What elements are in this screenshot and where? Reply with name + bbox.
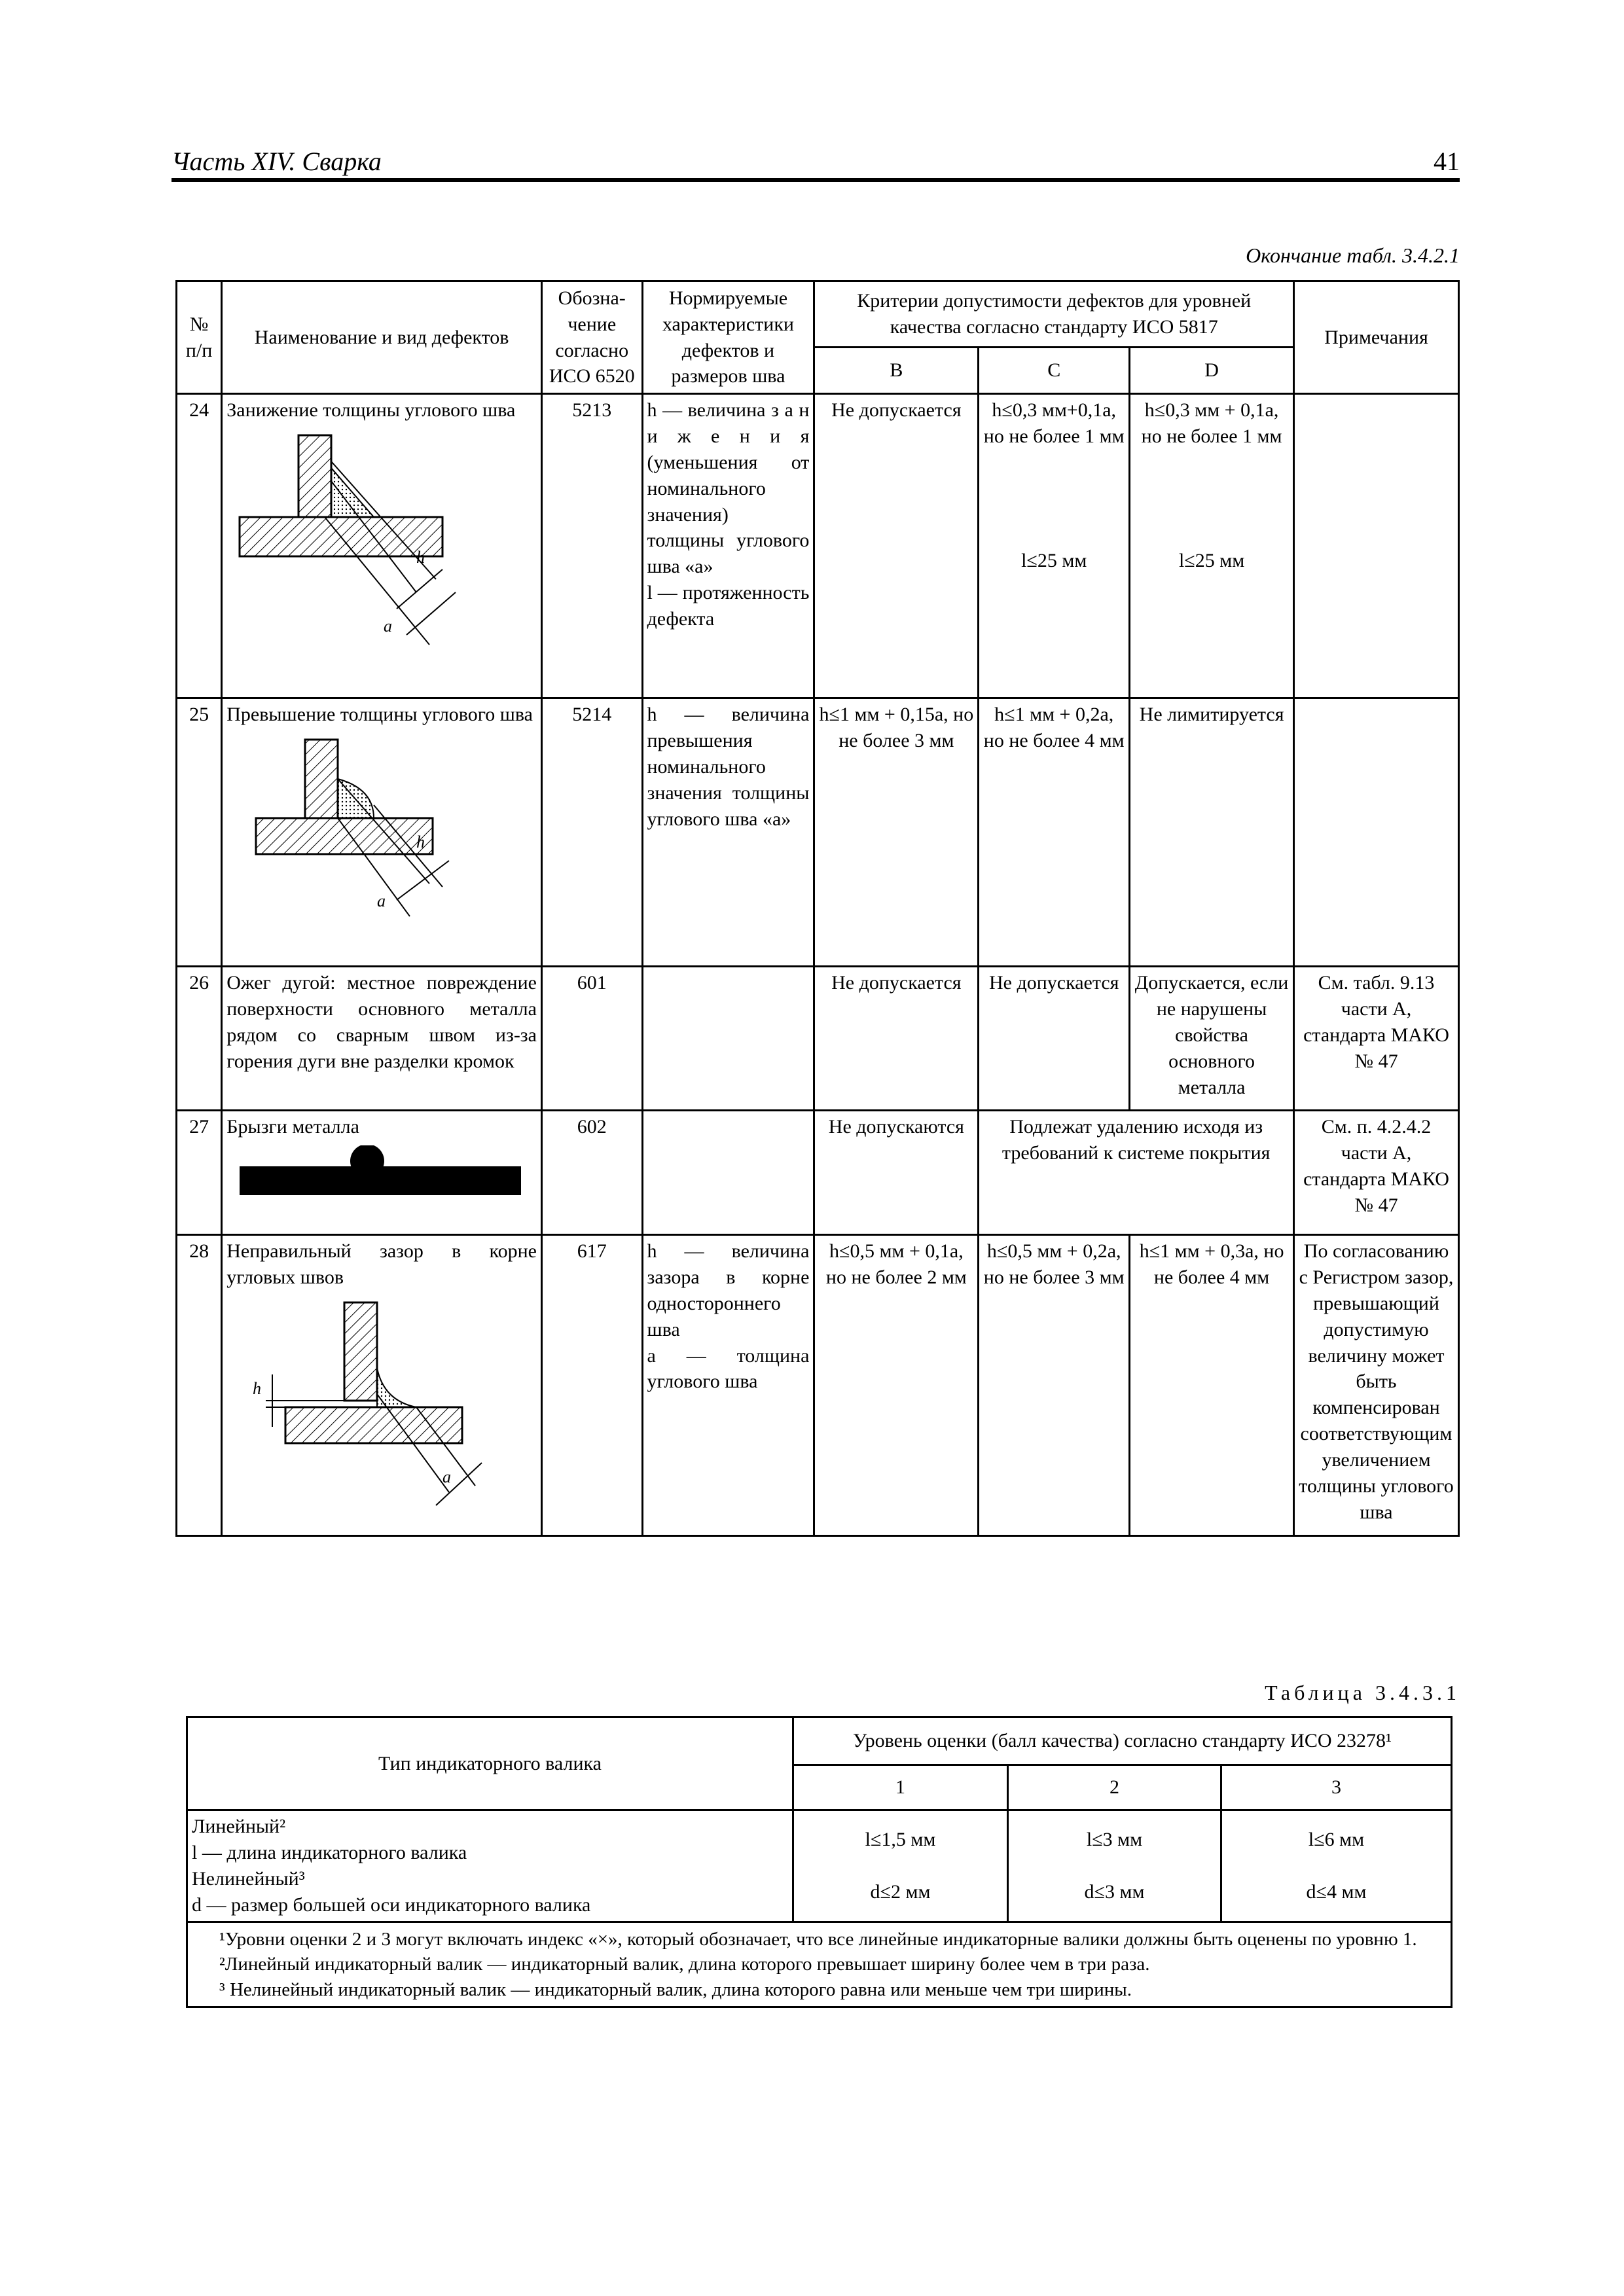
row-name: Брызги металла — [226, 1116, 359, 1138]
page-number: 41 — [1434, 147, 1460, 176]
indicator-bead-table — [186, 1716, 1453, 2008]
row-name: Неправильный зазор в корне угловых швов — [226, 1240, 537, 1288]
row-level-b: h≤0,5 мм + 0,1a, но не более 2 мм — [814, 1235, 979, 1536]
label-h: h — [416, 832, 425, 852]
row-level-c: Не допускается — [979, 967, 1130, 1111]
values-level-1: l≤1,5 мм d≤2 мм — [793, 1810, 1008, 1922]
row-name: Ожег дугой: местное повреждение поверхности основного металла рядом со сварным швом из-за горения дуги вне разделки кромок — [222, 967, 542, 1111]
table-row — [177, 967, 1459, 1111]
row-num: 28 — [177, 1235, 222, 1536]
footnotes — [187, 1922, 1452, 2007]
footnote-2: ²Линейный индикаторный валик — индикаторный валик, длина которого превышает ширину более чем в три раза. — [219, 1954, 1150, 1975]
row-level-b: Не допускается — [814, 967, 979, 1111]
running-title: Часть XIV. Сварка — [171, 147, 382, 176]
row-level-b: h≤1 мм + 0,15a, но не более 3 мм — [814, 698, 979, 967]
table2-caption: Таблица 3.4.3.1 — [1265, 1681, 1460, 1704]
row-level-c: h≤1 мм + 0,2a, но не более 4 мм — [979, 698, 1130, 967]
page-header — [171, 143, 1460, 182]
header-bead-type: Тип индикаторного валика — [187, 1717, 793, 1810]
header-designation: Обозна-чение согласно ИСО 6520 — [541, 281, 642, 394]
row-num: 26 — [177, 967, 222, 1111]
spatter-figure — [226, 1145, 528, 1198]
footnote-1: ¹Уровни оценки 2 и 3 могут включать индекс «×», который обозначает, что все линейные индикаторные валики должны быть оценены по уровню 1. — [219, 1928, 1417, 1950]
row-level-c: h≤0,5 мм + 0,2a, но не более 3 мм — [979, 1235, 1130, 1536]
row-characteristics: h — величина превышения номинального значения толщины углового шва «a» — [642, 698, 814, 967]
header-rule — [171, 178, 1460, 182]
row-level-b: Не допускается — [814, 394, 979, 698]
footnote-3: ³ Нелинейный индикаторный валик — индикаторный валик, длина которого равна или меньше чем три ширины. — [219, 1979, 1132, 2000]
values-level-3: l≤6 мм d≤4 мм — [1221, 1810, 1452, 1922]
row-code: 617 — [541, 1235, 642, 1536]
table-row — [177, 1111, 1459, 1235]
row-characteristics: h — величина з а н и ж е н и я (уменьшения от номинального значения) толщины углового шва «a» l — протяженность дефекта — [642, 394, 814, 698]
header-evaluation-level: Уровень оценки (балл качества) согласно стандарту ИСО 23278¹ — [793, 1717, 1452, 1765]
level-3: 3 — [1221, 1765, 1452, 1810]
row-note: По согласованию с Регистром зазор, превышающий допустимую величину может быть компенсирован соответствующим увеличением толщины углового шва — [1294, 1235, 1459, 1536]
table-row — [177, 1235, 1459, 1536]
row-level-cd: Подлежат удалению исходя из требований к системе покрытия — [979, 1111, 1294, 1235]
row-level-d: Не лимитируется — [1130, 698, 1294, 967]
table-continuation-label: Окончание табл. 3.4.2.1 — [1246, 243, 1460, 267]
table-row — [177, 698, 1459, 967]
values-level-2: l≤3 мм d≤3 мм — [1008, 1810, 1221, 1922]
row-name: Превышение толщины углового шва — [226, 704, 533, 725]
row-level-d: h≤0,3 мм + 0,1a, но не более 1 мм l≤25 мм — [1130, 394, 1294, 698]
row-characteristics — [642, 967, 814, 1111]
row-characteristics: h — величина зазора в корне одностороннего шва a — толщина углового шва — [642, 1235, 814, 1536]
row-note — [1294, 698, 1459, 967]
root-gap-figure — [226, 1296, 514, 1512]
label-h: h — [253, 1378, 262, 1398]
table-row — [177, 394, 1459, 698]
label-a: a — [384, 616, 393, 636]
row-name-cell — [222, 1235, 542, 1536]
header-level-c: C — [979, 348, 1130, 394]
table-row — [187, 1810, 1452, 1922]
bead-type-cell: Линейный² l — длина индикаторного валика Нелинейный³ d — размер большей оси индикаторного валика — [187, 1810, 793, 1922]
row-code: 5214 — [541, 698, 642, 967]
row-name: Занижение толщины углового шва — [226, 399, 516, 421]
header-num: № п/п — [177, 281, 222, 394]
header-criteria: Критерии допустимости дефектов для уровней качества согласно стандарту ИСО 5817 — [814, 281, 1294, 348]
header-level-d: D — [1130, 348, 1294, 394]
row-code: 601 — [541, 967, 642, 1111]
row-note: См. п. 4.2.4.2 части А, стандарта МАКО № 47 — [1294, 1111, 1459, 1235]
row-name-cell — [222, 698, 542, 967]
row-level-c: h≤0,3 мм+0,1a, но не более 1 мм l≤25 мм — [979, 394, 1130, 698]
row-level-b: Не допускаются — [814, 1111, 979, 1235]
row-level-d: h≤1 мм + 0,3a, но не более 4 мм — [1130, 1235, 1294, 1536]
row-name-cell — [222, 1111, 542, 1235]
weld-underfill-figure — [226, 429, 514, 651]
row-num: 24 — [177, 394, 222, 698]
level-1: 1 — [793, 1765, 1008, 1810]
level-2: 2 — [1008, 1765, 1221, 1810]
weld-excess-figure — [226, 733, 514, 929]
label-h: h — [416, 547, 425, 567]
row-name-cell — [222, 394, 542, 698]
row-characteristics — [642, 1111, 814, 1235]
label-a: a — [442, 1467, 452, 1486]
defects-table — [175, 280, 1460, 1537]
header-notes: Примечания — [1294, 281, 1459, 394]
header-characteristics: Нормируемые характеристики дефектов и размеров шва — [642, 281, 814, 394]
label-a: a — [377, 891, 386, 910]
row-level-d: Допускается, если не нарушены свойства основного металла — [1130, 967, 1294, 1111]
header-name: Наименование и вид дефектов — [222, 281, 542, 394]
row-note: См. табл. 9.13 части А, стандарта МАКО № 47 — [1294, 967, 1459, 1111]
row-code: 5213 — [541, 394, 642, 698]
header-level-b: B — [814, 348, 979, 394]
row-num: 27 — [177, 1111, 222, 1235]
row-code: 602 — [541, 1111, 642, 1235]
row-num: 25 — [177, 698, 222, 967]
row-note — [1294, 394, 1459, 698]
